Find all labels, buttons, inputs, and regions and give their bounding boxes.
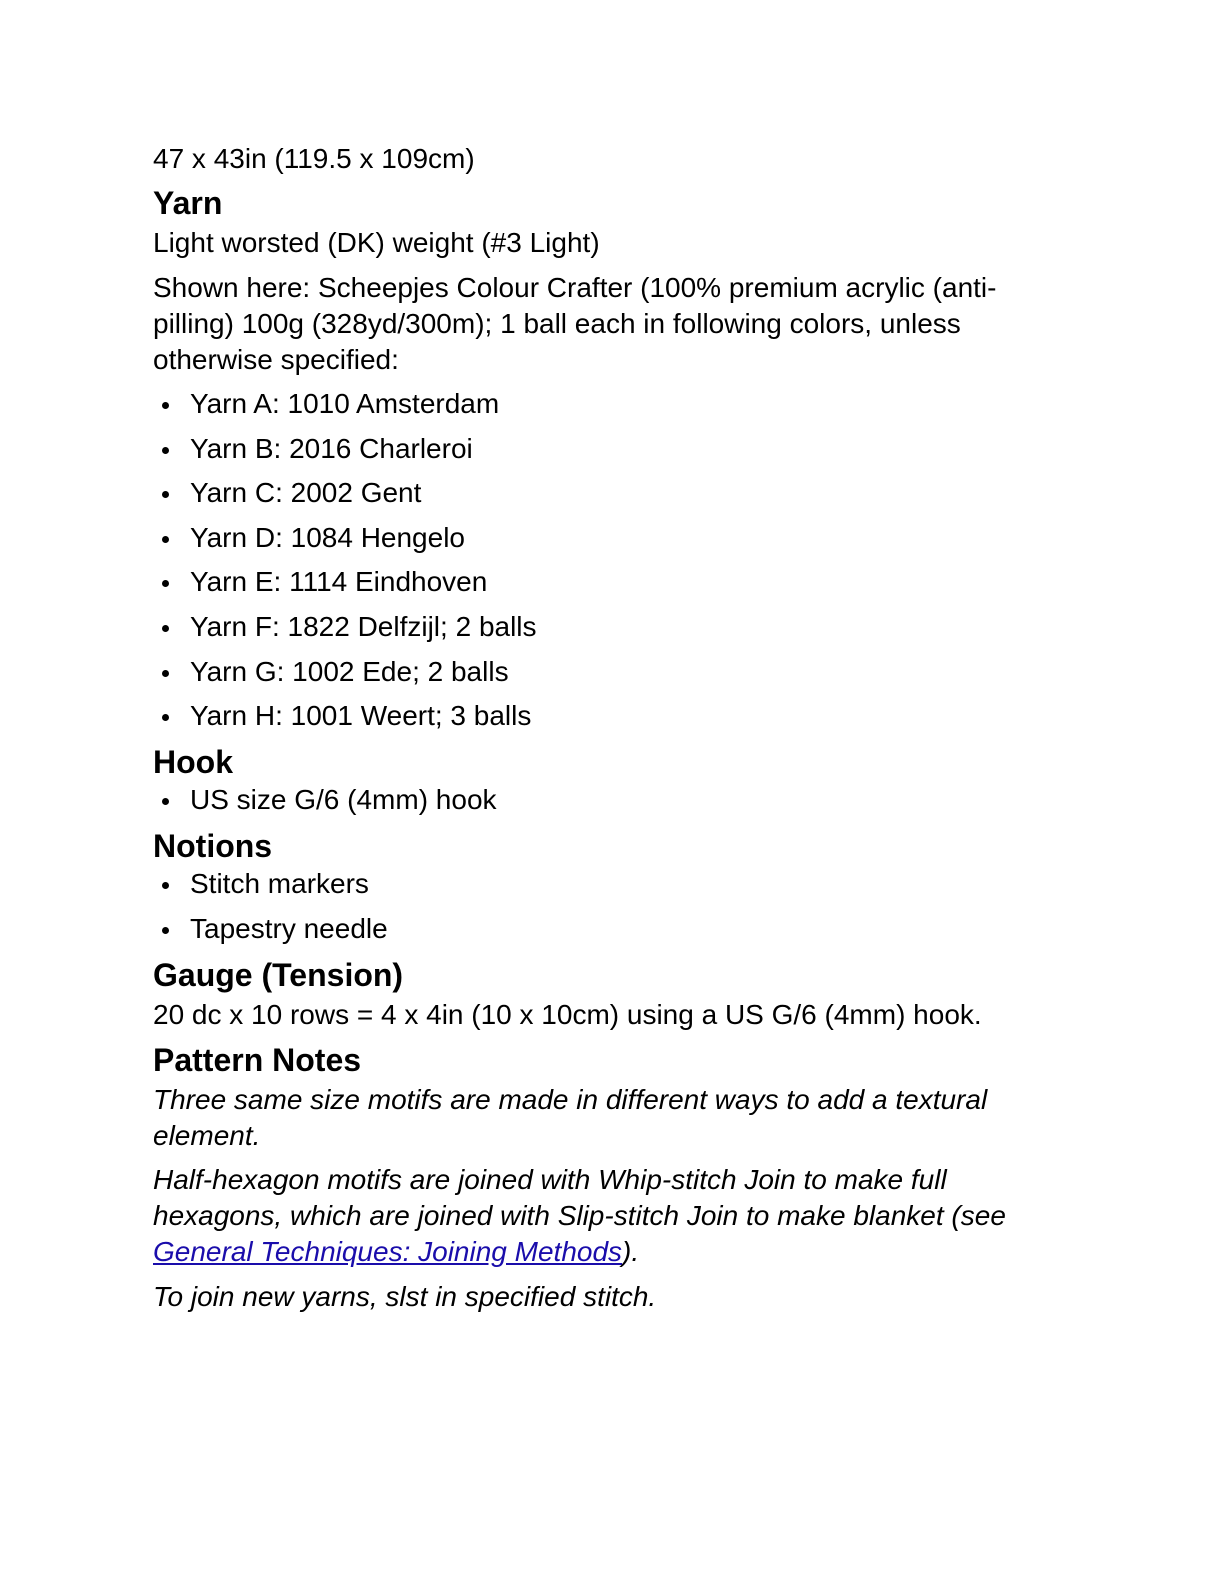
yarn-color-item: Yarn G: 1002 Ede; 2 balls <box>153 654 1073 690</box>
yarn-color-item: Yarn D: 1084 Hengelo <box>153 520 1073 556</box>
yarn-color-list <box>153 386 1073 734</box>
pattern-note: To join new yarns, slst in specified stitch. <box>153 1280 657 1312</box>
notions-heading: Notions <box>153 828 273 865</box>
hook-heading: Hook <box>153 744 233 781</box>
document-page <box>153 141 1073 1323</box>
finished-size: 47 x 43in (119.5 x 109cm) <box>153 143 475 174</box>
pattern-notes-heading: Pattern Notes <box>153 1041 362 1078</box>
yarn-color-item: Yarn A: 1010 Amsterdam <box>153 386 1073 422</box>
yarn-color-item: Yarn F: 1822 Delfzijl; 2 balls <box>153 609 1073 645</box>
hook-list <box>153 782 1073 818</box>
yarn-color-item: Yarn C: 2002 Gent <box>153 475 1073 511</box>
pattern-note-text: Half-hexagon motifs are joined with Whip-stitch Join to make full hexagons, which are joined with Slip-stitch Join to make blanket (see <box>153 1164 1006 1232</box>
yarn-shown-here: Shown here: Scheepjes Colour Crafter (100% premium acrylic (anti-pilling) 100g (328yd/300m); 1 ball each in following colors, unless otherwise specified: <box>153 272 997 375</box>
notions-item: Tapestry needle <box>153 911 1073 947</box>
notions-list <box>153 866 1073 947</box>
pattern-note-text-end: ). <box>622 1236 640 1268</box>
yarn-color-item: Yarn H: 1001 Weert; 3 balls <box>153 698 1073 734</box>
hook-item: US size G/6 (4mm) hook <box>153 782 1073 818</box>
gauge-heading: Gauge (Tension) <box>153 956 404 993</box>
yarn-color-item: Yarn E: 1114 Eindhoven <box>153 564 1073 600</box>
yarn-heading: Yarn <box>153 185 223 221</box>
pattern-note: Three same size motifs are made in different ways to add a textural element. <box>153 1083 988 1151</box>
joining-methods-link[interactable]: General Techniques: Joining Methods <box>153 1236 623 1268</box>
pattern-note-joining <box>153 1162 1073 1270</box>
yarn-color-item: Yarn B: 2016 Charleroi <box>153 431 1073 467</box>
yarn-weight: Light worsted (DK) weight (#3 Light) <box>153 227 600 258</box>
notions-item: Stitch markers <box>153 866 1073 902</box>
gauge-text: 20 dc x 10 rows = 4 x 4in (10 x 10cm) using a US G/6 (4mm) hook. <box>153 998 982 1030</box>
